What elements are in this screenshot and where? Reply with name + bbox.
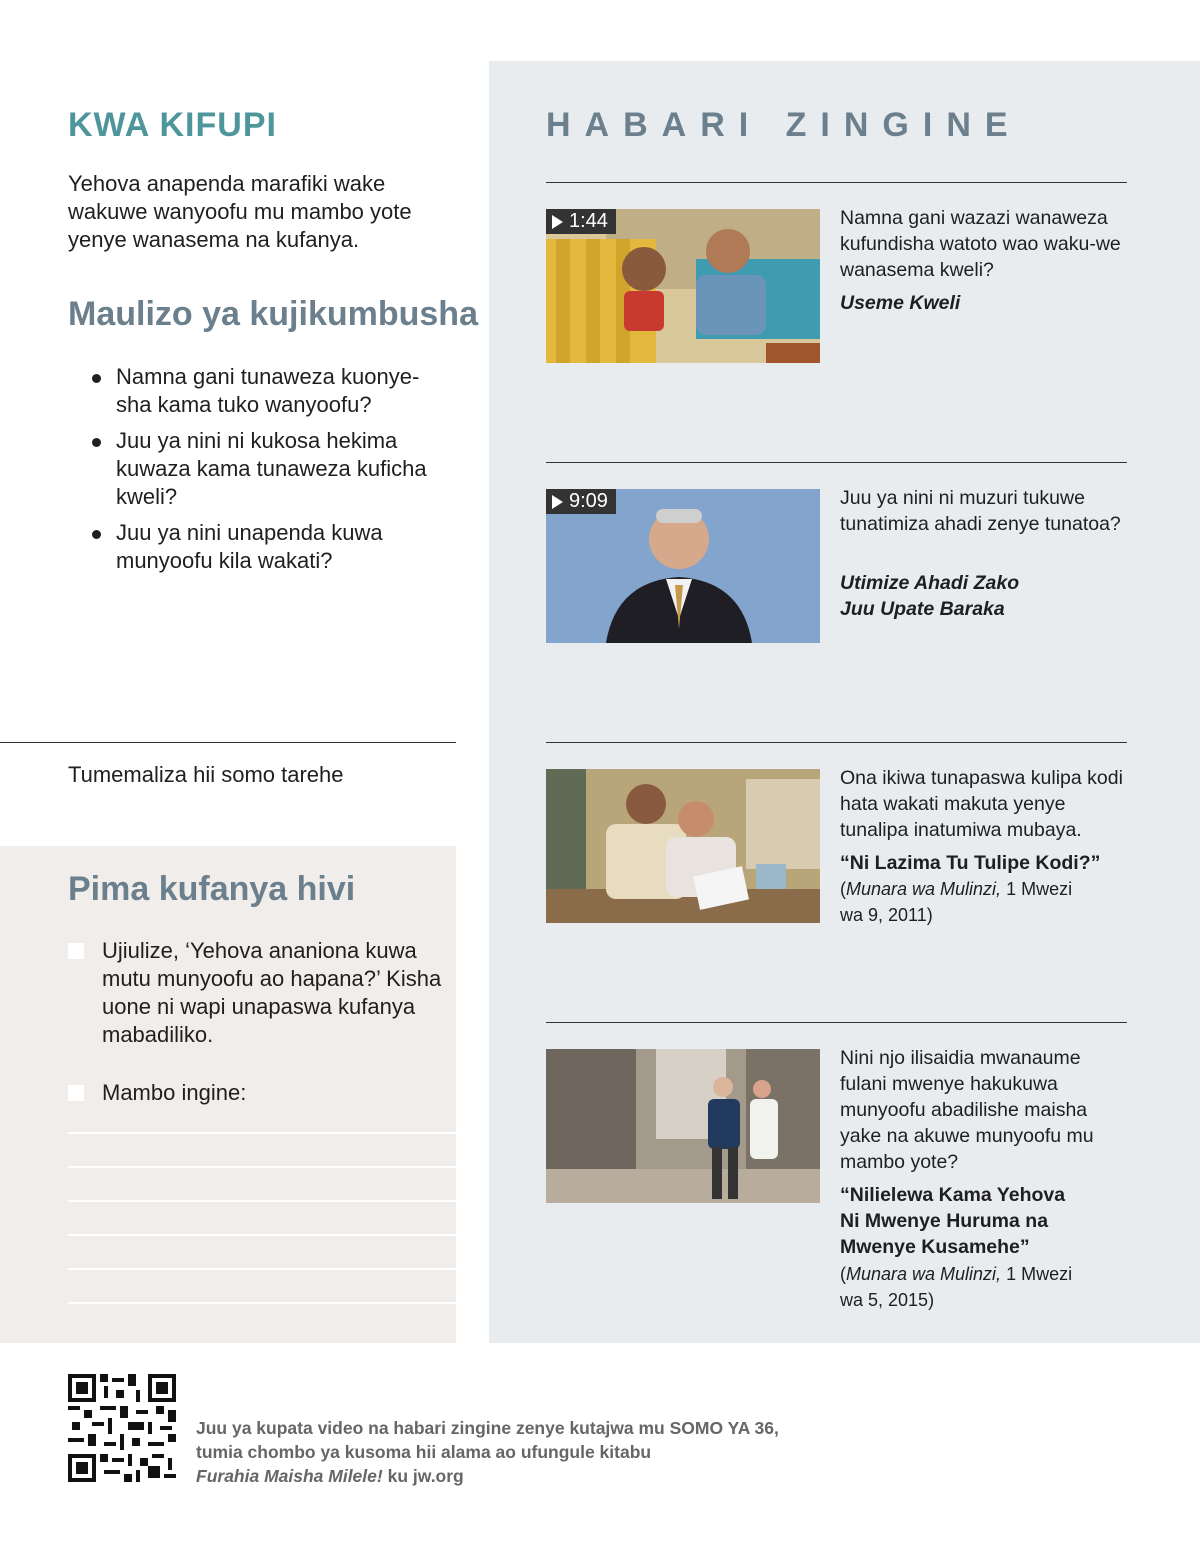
footer-line: Juu ya kupata video na habari zingine zenye kutajwa mu SOMO YA 36, bbox=[196, 1418, 779, 1438]
summary-text: Yehova anapenda marafiki wake wakuwe wanyoofu mu mambo yote yenye wanasema na kufanya. bbox=[68, 171, 412, 252]
video-duration: 9:09 bbox=[569, 490, 608, 512]
divider bbox=[546, 742, 1127, 743]
review-heading: Maulizo ya kujikumbusha bbox=[68, 295, 478, 333]
item-question: Nini njo ilisaidia mwanaume fulani mwenye hakukuwa munyoofu abadilishe maisha yake na akuwe munyoofu mu mambo yote? bbox=[840, 1047, 1094, 1173]
citation-issue: 1 Mwezi bbox=[1001, 1264, 1073, 1284]
publication-name: Munara wa Mulinzi, bbox=[846, 1264, 1002, 1284]
more-info-heading: HABARI ZINGINE bbox=[546, 106, 1022, 144]
play-icon bbox=[552, 495, 563, 509]
review-question: Juu ya nini ni kukosa hekima kuwaza kama tunaweza kuficha kweli? bbox=[116, 428, 427, 509]
footer-note bbox=[196, 1416, 836, 1488]
article-title-line: “Nilielewa Kama Yehova bbox=[840, 1184, 1066, 1206]
citation-date: wa 9, 2011) bbox=[840, 905, 933, 925]
book-title: Furahia Maisha Milele! bbox=[196, 1466, 383, 1486]
article-thumbnail[interactable] bbox=[546, 769, 820, 923]
writing-line[interactable] bbox=[68, 1132, 456, 1134]
article-title-link[interactable] bbox=[840, 1182, 1130, 1260]
list-item bbox=[92, 427, 452, 511]
divider bbox=[546, 462, 1127, 463]
qr-code-graphic bbox=[68, 1374, 176, 1482]
video-title-link[interactable]: Useme Kweli bbox=[840, 292, 961, 314]
video-thumbnail[interactable] bbox=[546, 209, 820, 363]
try-this-heading: Pima kufanya hivi bbox=[68, 870, 356, 908]
citation-date: wa 5, 2015) bbox=[840, 1290, 935, 1310]
video-duration: 1:44 bbox=[569, 210, 608, 232]
list-item bbox=[92, 519, 452, 575]
writing-line[interactable] bbox=[68, 1200, 456, 1202]
citation-issue: 1 Mwezi bbox=[1001, 879, 1073, 899]
review-question: Namna gani tunaweza kuonye-sha kama tuko wanyoofu? bbox=[116, 364, 420, 417]
footer-link-text[interactable]: ku jw.org bbox=[382, 1466, 464, 1486]
completed-date-label: Tumemaliza hii somo tarehe bbox=[68, 762, 344, 787]
article-title-line: Ni Mwenye Huruma na bbox=[840, 1210, 1049, 1232]
writing-line[interactable] bbox=[68, 1166, 456, 1168]
couple-paying-bills-image bbox=[546, 769, 820, 923]
writing-line[interactable] bbox=[68, 1268, 456, 1270]
list-item bbox=[92, 363, 452, 419]
checklist-text: Mambo ingine: bbox=[102, 1080, 247, 1105]
writing-line[interactable] bbox=[68, 1234, 456, 1236]
review-questions-list bbox=[92, 363, 452, 583]
couple-walking-street-image bbox=[546, 1049, 820, 1203]
article-citation: (Munara wa Mulinzi, 1 Mwezi wa 9, 2011) bbox=[840, 879, 1073, 925]
item-question: Namna gani wazazi wanaweza kufundisha watoto wao waku-we wanasema kweli? bbox=[840, 207, 1121, 281]
qr-code-icon[interactable] bbox=[68, 1374, 176, 1482]
checklist-item bbox=[68, 937, 448, 1049]
divider bbox=[546, 182, 1127, 183]
review-question: Juu ya nini unapenda kuwa munyoofu kila wakati? bbox=[116, 520, 383, 573]
video-thumbnail[interactable] bbox=[546, 489, 820, 643]
checkbox-icon[interactable] bbox=[68, 943, 84, 959]
footer-line bbox=[196, 1464, 836, 1488]
article-title-line: Mwenye Kusamehe” bbox=[840, 1236, 1030, 1258]
publication-name: Munara wa Mulinzi, bbox=[846, 879, 1002, 899]
bullet-icon bbox=[92, 374, 101, 383]
article-citation: (Munara wa Mulinzi, 1 Mwezi wa 5, 2015) bbox=[840, 1264, 1073, 1310]
play-icon bbox=[552, 215, 563, 229]
article-title-link[interactable]: “Ni Lazima Tu Tulipe Kodi?” bbox=[840, 852, 1101, 874]
summary-heading: KWA KIFUPI bbox=[68, 106, 277, 144]
video-title-line: Juu Upate Baraka bbox=[840, 598, 1005, 620]
divider bbox=[546, 1022, 1127, 1023]
checkbox-icon[interactable] bbox=[68, 1085, 84, 1101]
checklist-item bbox=[68, 1079, 448, 1107]
writing-line[interactable] bbox=[68, 1302, 456, 1304]
video-title-line: Utimize Ahadi Zako bbox=[840, 572, 1020, 594]
checklist-text: Ujiulize, ‘Yehova ananiona kuwa mutu munyoofu ao hapana?’ Kisha uone ni wapi unapaswa kufanya mabadiliko. bbox=[102, 938, 442, 1047]
bullet-icon bbox=[92, 438, 101, 447]
divider bbox=[0, 742, 456, 743]
video-duration-badge bbox=[546, 209, 616, 234]
bullet-icon bbox=[92, 530, 101, 539]
article-thumbnail[interactable] bbox=[546, 1049, 820, 1203]
video-duration-badge bbox=[546, 489, 616, 514]
video-title-link[interactable] bbox=[840, 570, 1130, 622]
footer-line: tumia chombo ya kusoma hii alama ao ufungule kitabu bbox=[196, 1442, 652, 1462]
item-question: Ona ikiwa tunapaswa kulipa kodi hata wakati makuta yenye tunalipa inatumiwa mubaya. bbox=[840, 767, 1123, 841]
item-question: Juu ya nini ni muzuri tukuwe tunatimiza ahadi zenye tunatoa? bbox=[840, 487, 1121, 535]
